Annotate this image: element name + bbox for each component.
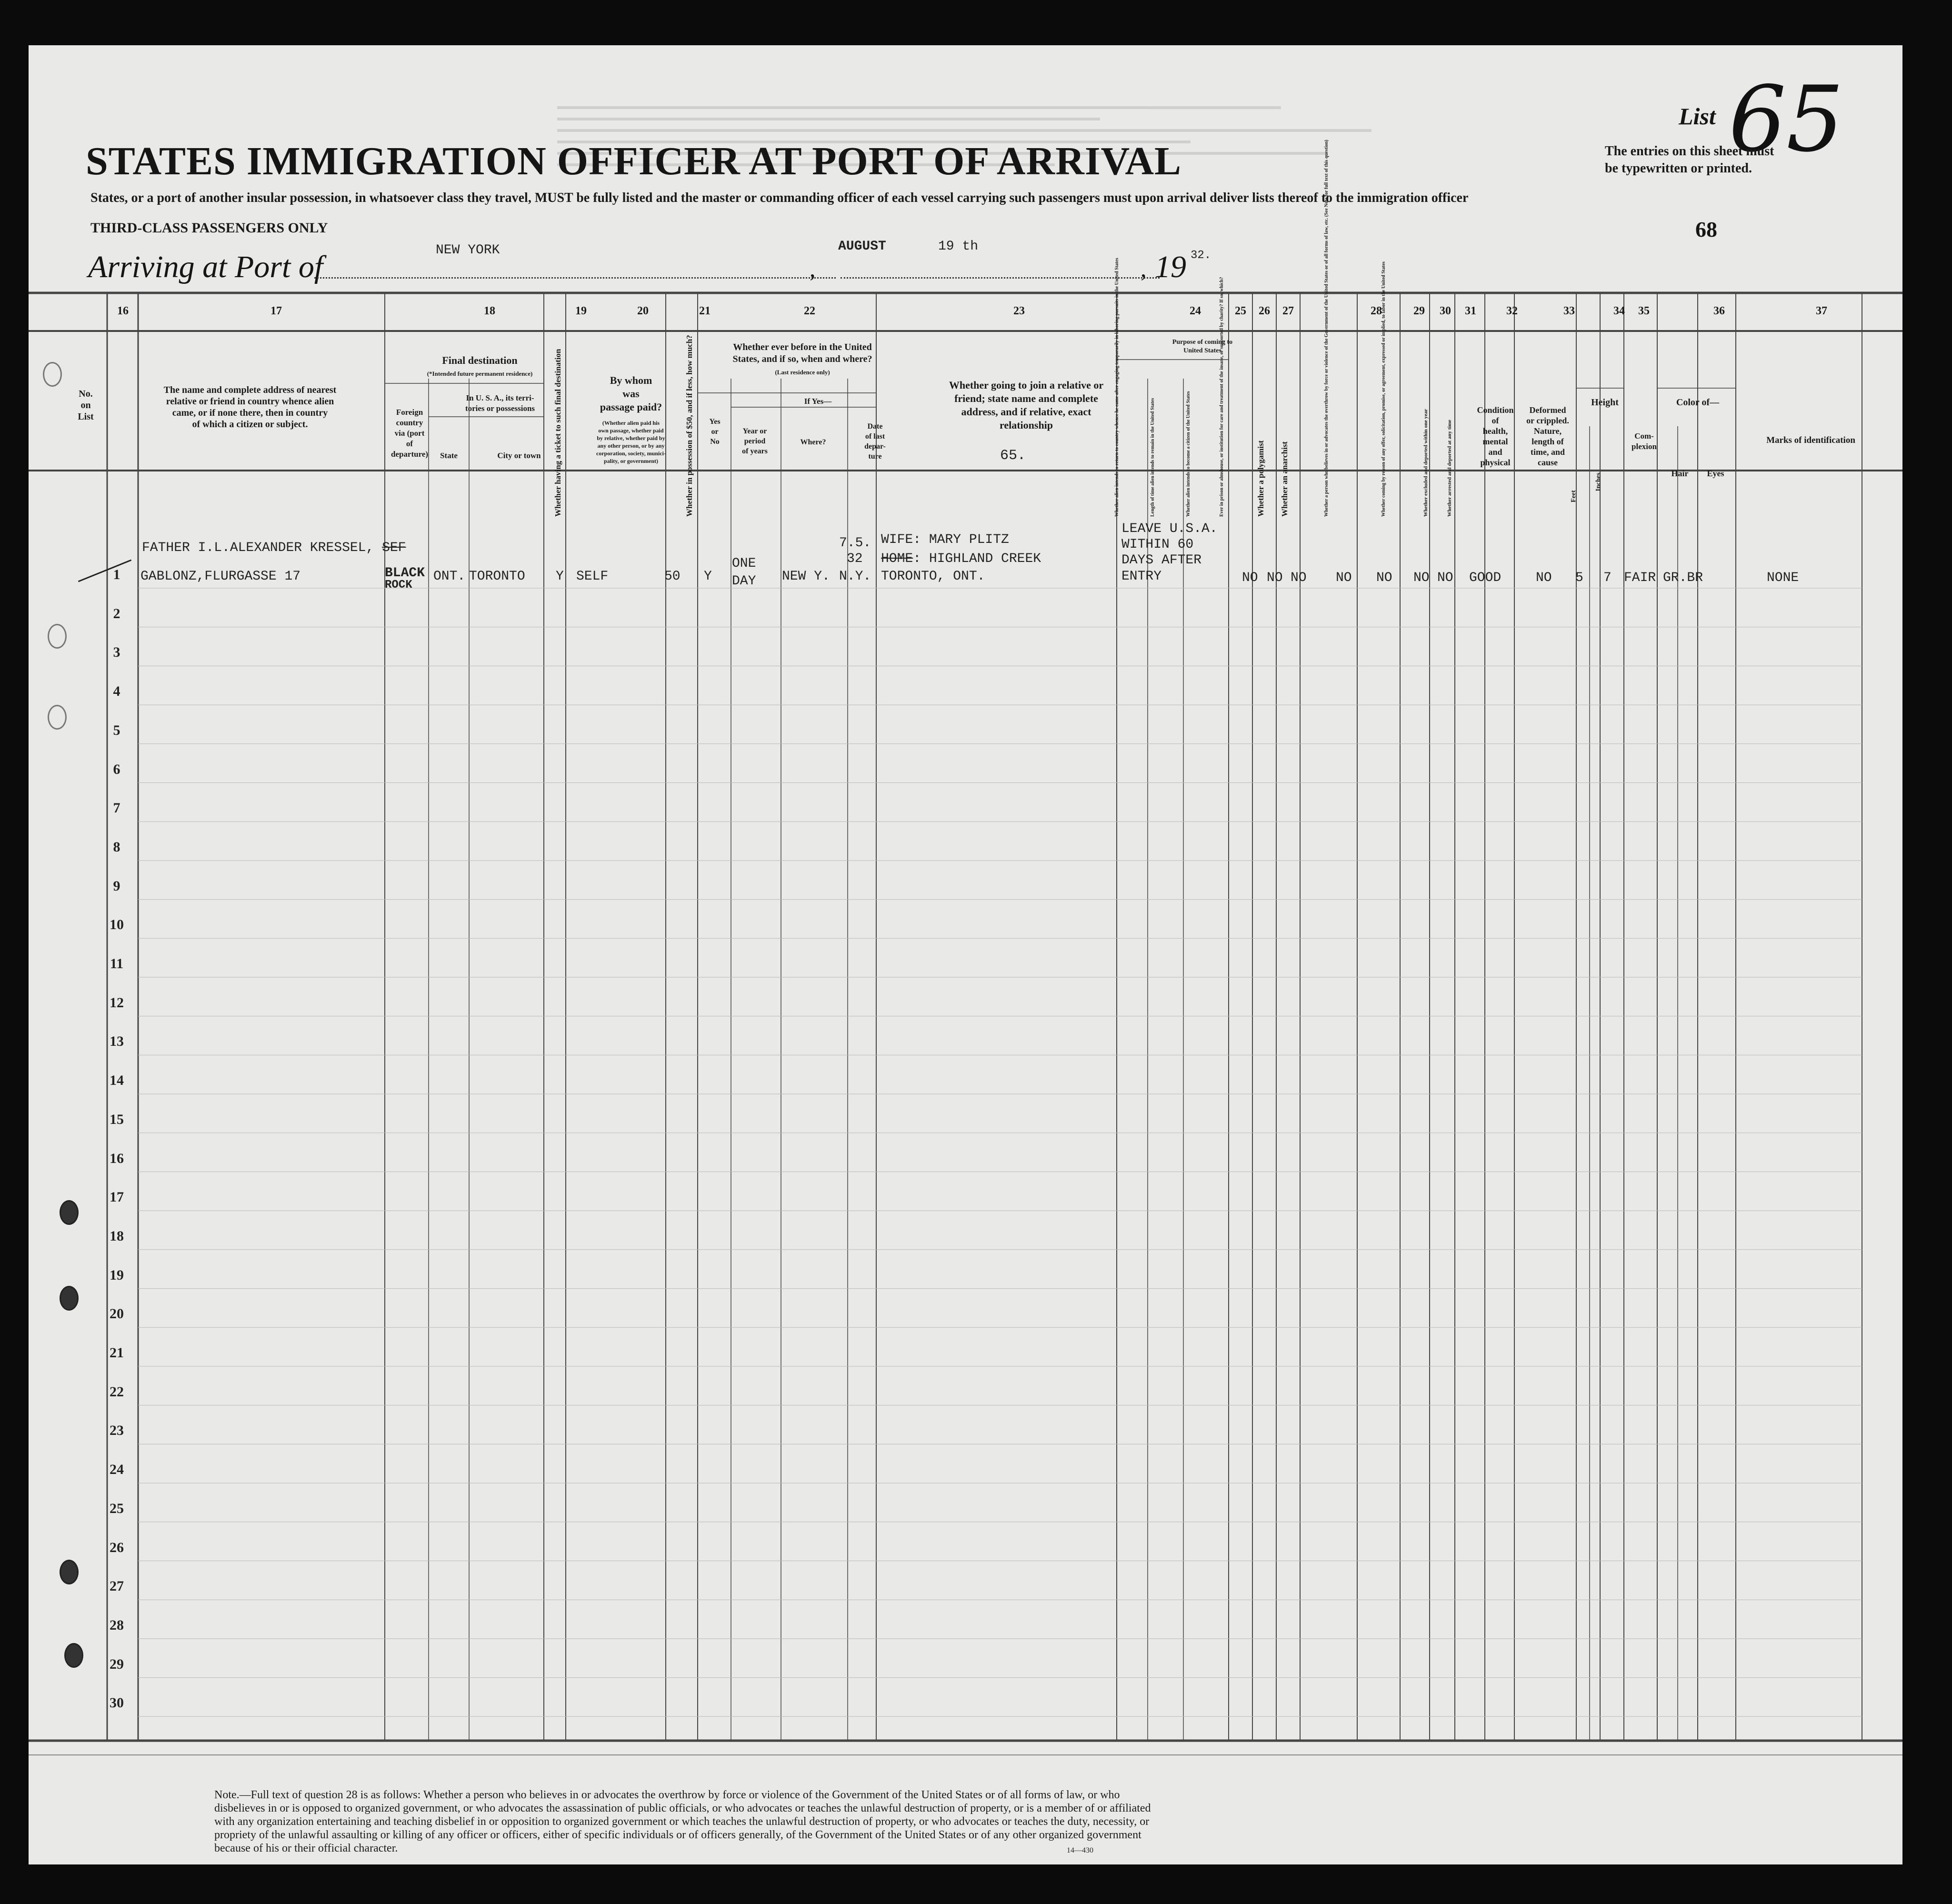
entry-date-2: 32 [847,551,863,566]
header-final-destination: Final destination [442,354,518,366]
header-last-residence: (Last residence only) [775,369,830,376]
entry-col29: NO [1376,571,1392,585]
column-number: 22 [804,305,815,317]
entry-purpose-3: DAYS AFTER [1121,553,1202,568]
column-number: 18 [484,305,495,317]
column-number: 16 [117,305,129,317]
entry-col30: NO [1413,571,1430,585]
header-line: health, [1482,426,1508,436]
header-purpose [1148,338,1257,355]
column-number: 28 [1371,305,1382,317]
header-line: length of [1532,437,1564,446]
entry-date-1: 7.5. [839,536,871,551]
header-col29: Whether coming by reason of any offer, solicitation, promise, or agreement, expressed or implied, to labor in the United States [1381,261,1386,517]
column-number: 17 [270,305,282,317]
binder-hole [48,705,67,730]
header-line: pality, or government) [603,458,659,464]
row-number: 17 [110,1189,124,1205]
column-number: 32 [1506,305,1518,317]
header-line: Date [867,422,883,431]
row-number: 7 [113,800,120,816]
header-line: Yes [709,418,721,426]
header-line: by relative, whether paid by [597,435,665,441]
header-foreign-via [390,407,429,460]
relative-name: FATHER I.L.ALEXANDER KRESSEL, [142,541,374,555]
entry-col28: NO [1336,571,1352,585]
header-col17 [110,384,390,430]
row-number: 19 [110,1267,124,1283]
header-line: relationship [999,419,1053,431]
header-line: and [1488,447,1502,457]
entry-relative-line1 [142,541,406,555]
row-number: 6 [113,761,120,777]
header-line: Nature, [1533,426,1562,436]
header-no-line: No. [79,389,93,399]
header-inches: Inches [1595,472,1602,491]
header-line: any other person, or by any [597,442,665,449]
header-line: Whether ever before in the United [733,342,872,352]
port-value: NEW YORK [436,243,500,258]
header-passage-paid-note [574,419,688,465]
join-address: : HIGHLAND CREEK [913,551,1041,566]
entry-health: GOOD [1469,571,1502,585]
header-deformed [1517,405,1579,468]
entry-passage-paid: SELF [576,569,609,584]
row-number: 12 [110,994,124,1011]
entry-join-line1: WIFE: MARY PLITZ [881,532,1009,547]
header-line: Foreign [396,408,423,417]
column-number: 19 [575,305,587,317]
binder-hole [60,1560,79,1584]
col23-handwritten: 65. [1000,448,1026,464]
column-number: 26 [1259,305,1270,317]
header-line: of [406,439,413,448]
header-no-line: List [78,411,94,422]
header-line: or crippled. [1526,416,1569,425]
entry-col25: NO [1242,571,1258,585]
row-number: 10 [110,917,124,933]
header-subtitle: States, or a port of another insular possession, in whatsoever class they travel, MUST be fully listed and the master or commanding officer of each vessel carrying such passengers must upon arrival deliver lists thereof to the immigration officer [90,190,1469,205]
header-line: Purpose of coming to [1172,339,1233,346]
arriving-label: Arriving at Port of [88,250,323,284]
entry-hair-eyes: GR.BR [1663,571,1703,585]
row-number: 16 [110,1150,124,1166]
row-number: 29 [110,1656,124,1672]
list-label: List [1679,103,1716,130]
day-value: 19 th [938,239,979,254]
column-number: 27 [1282,305,1294,317]
entry-col27: NO [1291,571,1307,585]
entry-foreign-via-2: ROCK [385,579,412,591]
header-final-destination-sub: (*Intended future permanent residence) [427,370,533,377]
entries-note-line1: The entries on this sheet must [1605,144,1774,159]
struck-text: SEF [382,541,406,555]
entry-foreign-via-1: BLACK [385,566,425,581]
row-number: 25 [110,1500,124,1516]
row-number: 27 [110,1578,124,1594]
header-line: or [711,428,719,436]
column-number: 21 [699,305,711,317]
row-number: 23 [110,1423,124,1439]
header-hair: Hair [1671,469,1689,478]
entry-ticket: Y [556,569,564,584]
year-suffix: 32. [1191,249,1211,262]
binder-hole [64,1643,83,1668]
header-yes-no [700,417,730,447]
row-number: 3 [113,644,120,661]
entry-relative-line2: GABLONZ,FLURGASSE 17 [140,569,301,584]
entries-note-line2: be typewritten or printed. [1605,161,1752,176]
binder-hole [48,624,67,649]
header-col17-line: came, or if none there, then in country [172,408,328,418]
header-line: ture [868,452,882,461]
header-line: United States [1183,347,1221,354]
column-number: 25 [1235,305,1246,317]
column-number: 24 [1190,305,1201,317]
column-number: 31 [1465,305,1476,317]
entry-state: ONT. [433,569,466,584]
entry-period-2: DAY [732,574,756,589]
header-line: By whom [610,374,652,386]
header-line: via (port [394,429,425,438]
header-polygamist: Whether a polygamist [1256,440,1265,517]
entry-inches: 7 [1603,571,1612,585]
header-col30: Whether excluded and deported within one year [1423,409,1429,517]
row-number: 11 [110,956,124,972]
entry-where: NEW Y. [782,569,830,584]
header-ever-before [700,341,905,365]
page-title: STATES IMMIGRATION OFFICER AT PORT OF ARRIVAL [86,139,1182,183]
entry-col26: NO [1267,571,1283,585]
column-number: 30 [1440,305,1451,317]
header-no-line: on [80,400,91,411]
header-health [1476,405,1514,468]
header-col17-line: of which a citizen or subject. [192,419,308,430]
header-line: States, and if so, when and where? [732,354,872,364]
row-number: 15 [110,1111,124,1127]
header-if-yes: If Yes— [804,397,832,406]
month-value: AUGUST [838,239,886,254]
header-money: Whether in possession of $50, and if less, how much? [685,335,694,517]
entry-purpose-4: ENTRY [1121,569,1162,584]
row-number: 30 [110,1695,124,1711]
row-number: 24 [110,1462,124,1478]
row-number: 2 [113,605,120,621]
header-col23 [907,379,1145,432]
column-number: 33 [1563,305,1575,317]
entry-before-us: Y [704,569,712,584]
entry-col31: NO [1437,571,1453,585]
header-line: of years [742,447,768,455]
header-line: departure) [390,450,429,459]
header-line: Condition [1477,405,1514,415]
column-number: 36 [1713,305,1725,317]
entry-complexion: FAIR [1624,571,1656,585]
header-color-of: Color of— [1676,397,1720,408]
header-line: Whether going to join a relative or [949,379,1104,391]
column-number: 23 [1013,305,1025,317]
entry-period-1: ONE [732,556,756,571]
entry-money: 50 [664,569,681,584]
column-number: 37 [1816,305,1827,317]
entry-join-line3: TORONTO, ONT. [881,569,985,584]
row-number: 14 [110,1072,124,1089]
entry-marks: NONE [1767,571,1799,585]
header-no-on-list [71,388,100,422]
row-number: 26 [110,1539,124,1555]
header-city: City or town [497,451,541,460]
header-height: Height [1591,397,1619,408]
column-number: 29 [1413,305,1425,317]
binder-hole [60,1200,79,1225]
class-label: THIRD-CLASS PASSENGERS ONLY [90,220,328,236]
header-purpose-sub1: Whether alien intends to return to country whence he came after engaging temporarily in laboring pursuits in the United States [1114,258,1120,517]
header-col31: Whether arrested and deported at any time [1447,420,1452,517]
header-line: physical [1480,458,1511,467]
header-ticket: Whether having a ticket to such final destination [553,349,562,517]
form-code: 14—430 [1067,1846,1093,1854]
entry-feet: 5 [1575,571,1583,585]
manifest-sheet [29,45,1902,1864]
header-line: Com- [1634,431,1654,441]
row-number: 22 [110,1383,124,1400]
column-number: 35 [1638,305,1650,317]
header-line: own passage, whether paid [598,427,664,434]
row-number: 1 [113,567,120,582]
header-line: period [744,437,766,445]
year-prefix: 19 [1155,250,1186,284]
entry-purpose-1: LEAVE U.S.A. [1121,521,1218,536]
entry-city: TORONTO [469,569,525,584]
header-where: Where? [800,438,826,446]
header-line: (Whether alien paid his [602,420,660,426]
header-line: mental [1482,437,1508,446]
header-line: friend; state name and complete [954,392,1098,404]
struck-text: HOME [881,551,913,566]
header-line: No [710,438,720,446]
header-feet: Feet [1570,490,1577,502]
header-line: time, and [1531,447,1565,457]
header-passage-paid [574,374,688,414]
header-line: country [396,418,423,427]
sheet-number: 68 [1695,217,1717,241]
header-line: address, and if relative, exact [961,406,1091,418]
row-number: 18 [110,1228,124,1244]
header-col25: Ever in prison or almshouse, or institution for care and treatment of the insane, or supported by charity? If so, which? [1219,277,1224,517]
row-number: 28 [110,1617,124,1633]
header-anarchist: Whether an anarchist [1280,441,1289,517]
column-number: 34 [1613,305,1625,317]
row-number: 20 [110,1306,124,1322]
header-line: In U. S. A., its terri- [466,393,534,402]
entry-purpose-2: WITHIN 60 [1121,537,1194,552]
column-number: 20 [637,305,649,317]
row-number: 9 [113,878,120,894]
row-number: 5 [113,722,120,738]
row-number: 8 [113,839,120,855]
binder-hole [43,362,62,387]
header-line: tories or possessions [465,404,535,413]
entry-date-3: N.Y. [839,569,871,584]
header-marks: Marks of identification [1766,435,1855,445]
header-line: was [622,388,640,400]
row-number: 21 [110,1345,124,1361]
header-line: corporation, society, munici- [596,450,666,457]
header-in-usa [431,393,569,414]
comma-2: , [1141,255,1147,282]
header-col17-line: relative or friend in country whence alien [166,396,334,407]
header-col28: Whether a person who believes in or advocates the overthrow by force or violence of the Government of the United States or of all forms of law, etc. (See Note for full text of this question) [1324,140,1329,517]
header-line: Year or [742,427,767,435]
header-purpose-sub2: Length of time alien intends to remain in the United States [1150,398,1155,517]
entry-join-line2 [881,551,1041,566]
header-state: State [440,451,458,460]
header-line: plexion [1632,442,1657,451]
table-grid [29,45,1902,1864]
header-line: cause [1538,458,1558,467]
footer-note: Note.—Full text of question 28 is as follows: Whether a person who believes in or advocates the overthrow by force or violence of the Government of the United States or of all forms of law, or who disbelieves in or is opposed to organized government, or who advocates the assassination of public officials, or who advocates or teaches the unlawful destruction of property, or is a member of or affiliated with any organization entertaining and teaching disbelief in or opposition to organized government or which teaches the unlawful destruction of property, or who advocates or teaches the duty, necessity, or propriety of the unlawful assaulting or killing of any officer or officers, either of specific individuals or of officers generally, of the Government of the United States or of any other organized government because of his or their official character. [214,1789,1151,1854]
binder-hole [60,1286,79,1311]
header-line: passage paid? [600,401,662,413]
header-line: Deformed [1529,405,1566,415]
header-line: of last [865,432,885,441]
list-number: 65 [1729,67,1844,172]
header-period [731,426,779,456]
header-eyes: Eyes [1707,469,1724,478]
header-purpose-sub3: Whether alien intends to become a citizen of the United States [1186,391,1191,517]
header-date-departure [848,421,902,461]
entry-deformed: NO [1536,571,1552,585]
header-line: depar- [864,442,886,451]
header-complexion [1629,431,1660,452]
row-number: 13 [110,1033,124,1050]
comma-1: , [810,255,816,282]
header-line: of [1492,416,1499,425]
row-number: 4 [113,683,120,700]
header-col17-line: The name and complete address of nearest [163,385,337,395]
